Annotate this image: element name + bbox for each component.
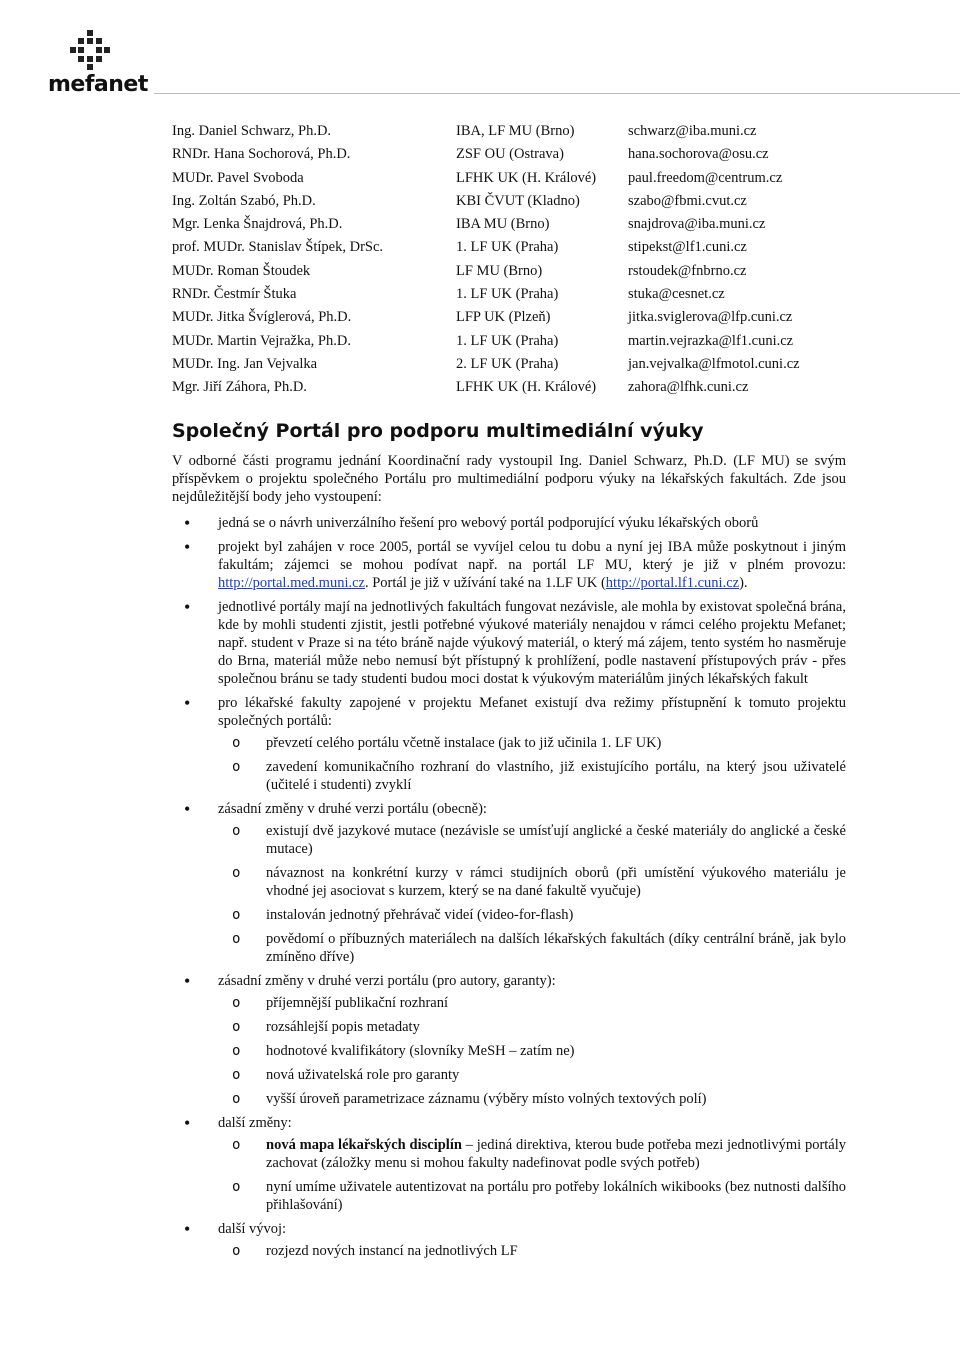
sub-list-item: o převzetí celého portálu včetně instalace (jak to již učinila 1. LF UK): [218, 734, 846, 752]
person-org: IBA, LF MU (Brno): [456, 123, 575, 139]
list-item: • zásadní změny v druhé verzi portálu (pro autory, garanty): o příjemnější publikační rozhraní o rozsáhlejší popis metadaty o hodnotové kvalifikátory (slovníky MeSH – zatím ne) o nová uživatelská role pro garanty o vyšší úroveň parametrizace záznamu (výběry místo volných textových polí): [172, 972, 846, 1108]
person-name: Ing. Zoltán Szabó, Ph.D.: [172, 192, 316, 209]
sub-list: [218, 994, 846, 1108]
sub-list-item: o nová uživatelská role pro garanty: [218, 1066, 846, 1084]
mefanet-logo: [48, 30, 148, 97]
person-org: ZSF OU (Ostrava): [456, 146, 564, 163]
person-org: LFHK UK (H. Králové): [456, 379, 597, 396]
sub-list-item: o rozjezd nových instancí na jednotlivých LF: [218, 1242, 846, 1260]
person-org: LFHK UK (H. Králové): [456, 169, 597, 186]
person-org: 1. LF UK (Praha): [456, 286, 559, 303]
sub-list: [218, 1242, 846, 1260]
person-email: jan.vejvalka@lfmotol.cuni.cz: [628, 355, 800, 372]
sub-list-item: o vyšší úroveň parametrizace záznamu (výběry místo volných textových polí): [218, 1090, 846, 1108]
sub-list: [218, 822, 846, 966]
sub-list-item: o zavedení komunikačního rozhraní do vlastního, již existujícího portálu, na který jsou uživatelé (učitelé i studenti) zvyklí: [218, 758, 846, 794]
person-email: paul.freedom@centrum.cz: [628, 169, 783, 186]
list-item: • jednotlivé portály mají na jednotlivých fakultách fungovat nezávisle, ale mohla by existovat společná brána, kde by mohli studenti zjistit, jestli potřebné výukové materiály nenajdou v rámci celého projektu Mefanet; např. student v Praze si na této bráně najde výukový materiál, o který má zájem, tento systém ho nasměruje do Brna, materiál může nebo nemusí být přístupný k prohlížení, podle nastavení přístupových práv - přes společnou bránu se tady studenti budou moci dostat k výukovým materiálům jiných lékařských fakult: [172, 598, 846, 688]
person-org: 1. LF UK (Praha): [456, 332, 559, 349]
person-org: 1. LF UK (Praha): [456, 239, 559, 256]
person-name: MUDr. Pavel Svoboda: [172, 169, 304, 186]
sub-list-item: o rozsáhlejší popis metadaty: [218, 1018, 846, 1036]
sub-list-item: o příjemnější publikační rozhraní: [218, 994, 846, 1012]
sub-list-item: o návaznost na konkrétní kurzy v rámci studijních oborů (při umístění výukového materiálu je vhodné jej asociovat s kurzem, který se na dané fakultě vyučuje): [218, 864, 846, 900]
portal-med-muni-link[interactable]: http://portal.med.muni.cz: [218, 575, 365, 591]
grid-dots-logo-icon: [70, 30, 110, 70]
list-item: • další změny: o nová mapa lékařských disciplín – jediná direktiva, kterou bude potřeba mezi jednotlivými portály zachovat (záložky menu si mohou fakulty nadefinovat podle svých potřeb) o nyní umíme uživatele autentizovat na portálu pro potřeby lokálních wikibooks (bez nutnosti dalšího přihlašování): [172, 1114, 846, 1214]
list-item: • pro lékařské fakulty zapojené v projektu Mefanet existují dva režimy přístupnění k tomuto projektu společných portálů: o převzetí celého portálu včetně instalace (jak to již učinila 1. LF UK) o zavedení komunikačního rozhraní do vlastního, již existujícího portálu, na který jsou uživatelé (učitelé i studenti) zvyklí: [172, 694, 846, 794]
sub-list-item: o nyní umíme uživatele autentizovat na portálu pro potřeby lokálních wikibooks (bez nutnosti dalšího přihlašování): [218, 1178, 846, 1214]
list-item: • projekt byl zahájen v roce 2005, portál se vyvíjel celou tu dobu a nyní jej IBA může poskytnout i jiným fakultám; zájemci se mohou podívat např. na portál LF MU, který je již v plném provozu: http://portal.med.muni.cz. Portál je již v užívání také na 1.LF UK (http://portal.lf1.cuni.cz).: [172, 538, 846, 592]
person-email: snajdrova@iba.muni.cz: [628, 216, 766, 233]
person-org: LF MU (Brno): [456, 262, 543, 279]
person-name: prof. MUDr. Stanislav Štípek, DrSc.: [172, 239, 384, 256]
list-item: • další vývoj: o rozjezd nových instancí na jednotlivých LF: [172, 1220, 846, 1260]
sub-list: [218, 734, 846, 794]
logo-text: mefanet: [48, 72, 148, 97]
person-email: jitka.sviglerova@lfp.cuni.cz: [628, 309, 793, 326]
person-name: MUDr. Roman Štoudek: [172, 262, 311, 279]
person-email: schwarz@iba.muni.cz: [628, 123, 757, 139]
person-org: IBA MU (Brno): [456, 216, 550, 233]
person-email: martin.vejrazka@lf1.cuni.cz: [628, 332, 794, 349]
person-name: RNDr. Čestmír Štuka: [172, 286, 297, 303]
person-name: Mgr. Jiří Záhora, Ph.D.: [172, 379, 307, 396]
sub-list-item: o hodnotové kvalifikátory (slovníky MeSH – zatím ne): [218, 1042, 846, 1060]
bullet-list: [172, 514, 846, 1260]
header-divider: [154, 93, 960, 94]
person-name: Ing. Daniel Schwarz, Ph.D.: [172, 123, 332, 139]
person-email: szabo@fbmi.cvut.cz: [628, 192, 747, 209]
list-item: • jedná se o návrh univerzálního řešení pro webový portál podporující výuku lékařských oborů: [172, 514, 846, 532]
person-email: stuka@cesnet.cz: [628, 286, 725, 303]
sub-list: [218, 1136, 846, 1214]
section-content: [172, 452, 846, 1266]
sub-list-item: o povědomí o příbuzných materiálech na dalších lékařských fakultách (díky centrální bráně, jak bylo zmíněno dříve): [218, 930, 846, 966]
portal-lf1-cuni-link[interactable]: http://portal.lf1.cuni.cz: [605, 575, 740, 591]
person-name: RNDr. Hana Sochorová, Ph.D.: [172, 146, 351, 163]
sub-list-item: o nová mapa lékařských disciplín – jediná direktiva, kterou bude potřeba mezi jednotlivými portály zachovat (záložky menu si mohou fakulty nadefinovat podle svých potřeb): [218, 1136, 846, 1172]
person-org: LFP UK (Plzeň): [456, 309, 551, 326]
person-email: zahora@lfhk.cuni.cz: [628, 379, 749, 396]
person-email: hana.sochorova@osu.cz: [628, 146, 769, 163]
person-email: rstoudek@fnbrno.cz: [628, 262, 747, 279]
sub-list-item: o instalován jednotný přehrávač videí (video-for-flash): [218, 906, 846, 924]
section-title: Společný Portál pro podporu multimediální výuky: [172, 420, 704, 442]
list-item: • zásadní změny v druhé verzi portálu (obecně): o existují dvě jazykové mutace (nezávisle se umísťují anglické a české materiály do anglické a české mutace) o návaznost na konkrétní kurzy v rámci studijních oborů (při umístění výukového materiálu je vhodné jej asociovat s kurzem, který se na dané fakultě vyučuje) o instalován jednotný přehrávač videí (video-for-flash) o povědomí o příbuzných materiálech na dalších lékařských fakultách (díky centrální bráně, jak bylo zmíněno dříve): [172, 800, 846, 966]
person-email: stipekst@lf1.cuni.cz: [628, 239, 747, 256]
person-name: Mgr. Lenka Šnajdrová, Ph.D.: [172, 216, 343, 233]
person-name: MUDr. Jitka Švíglerová, Ph.D.: [172, 309, 352, 326]
intro-paragraph: V odborné části programu jednání Koordinační rady vystoupil Ing. Daniel Schwarz, Ph.D. (LF MU) se svým příspěvkem o projektu společného Portálu pro multimediální podporu výuky na lékařských fakultách. Zde jsou nejdůležitější body jeho vystoupení:: [172, 453, 846, 505]
person-name: MUDr. Martin Vejražka, Ph.D.: [172, 332, 351, 349]
person-name: MUDr. Ing. Jan Vejvalka: [172, 355, 318, 372]
person-org: 2. LF UK (Praha): [456, 355, 559, 372]
sub-list-item: o existují dvě jazykové mutace (nezávisle se umísťují anglické a české materiály do anglické a české mutace): [218, 822, 846, 858]
person-org: KBI ČVUT (Kladno): [456, 192, 580, 209]
